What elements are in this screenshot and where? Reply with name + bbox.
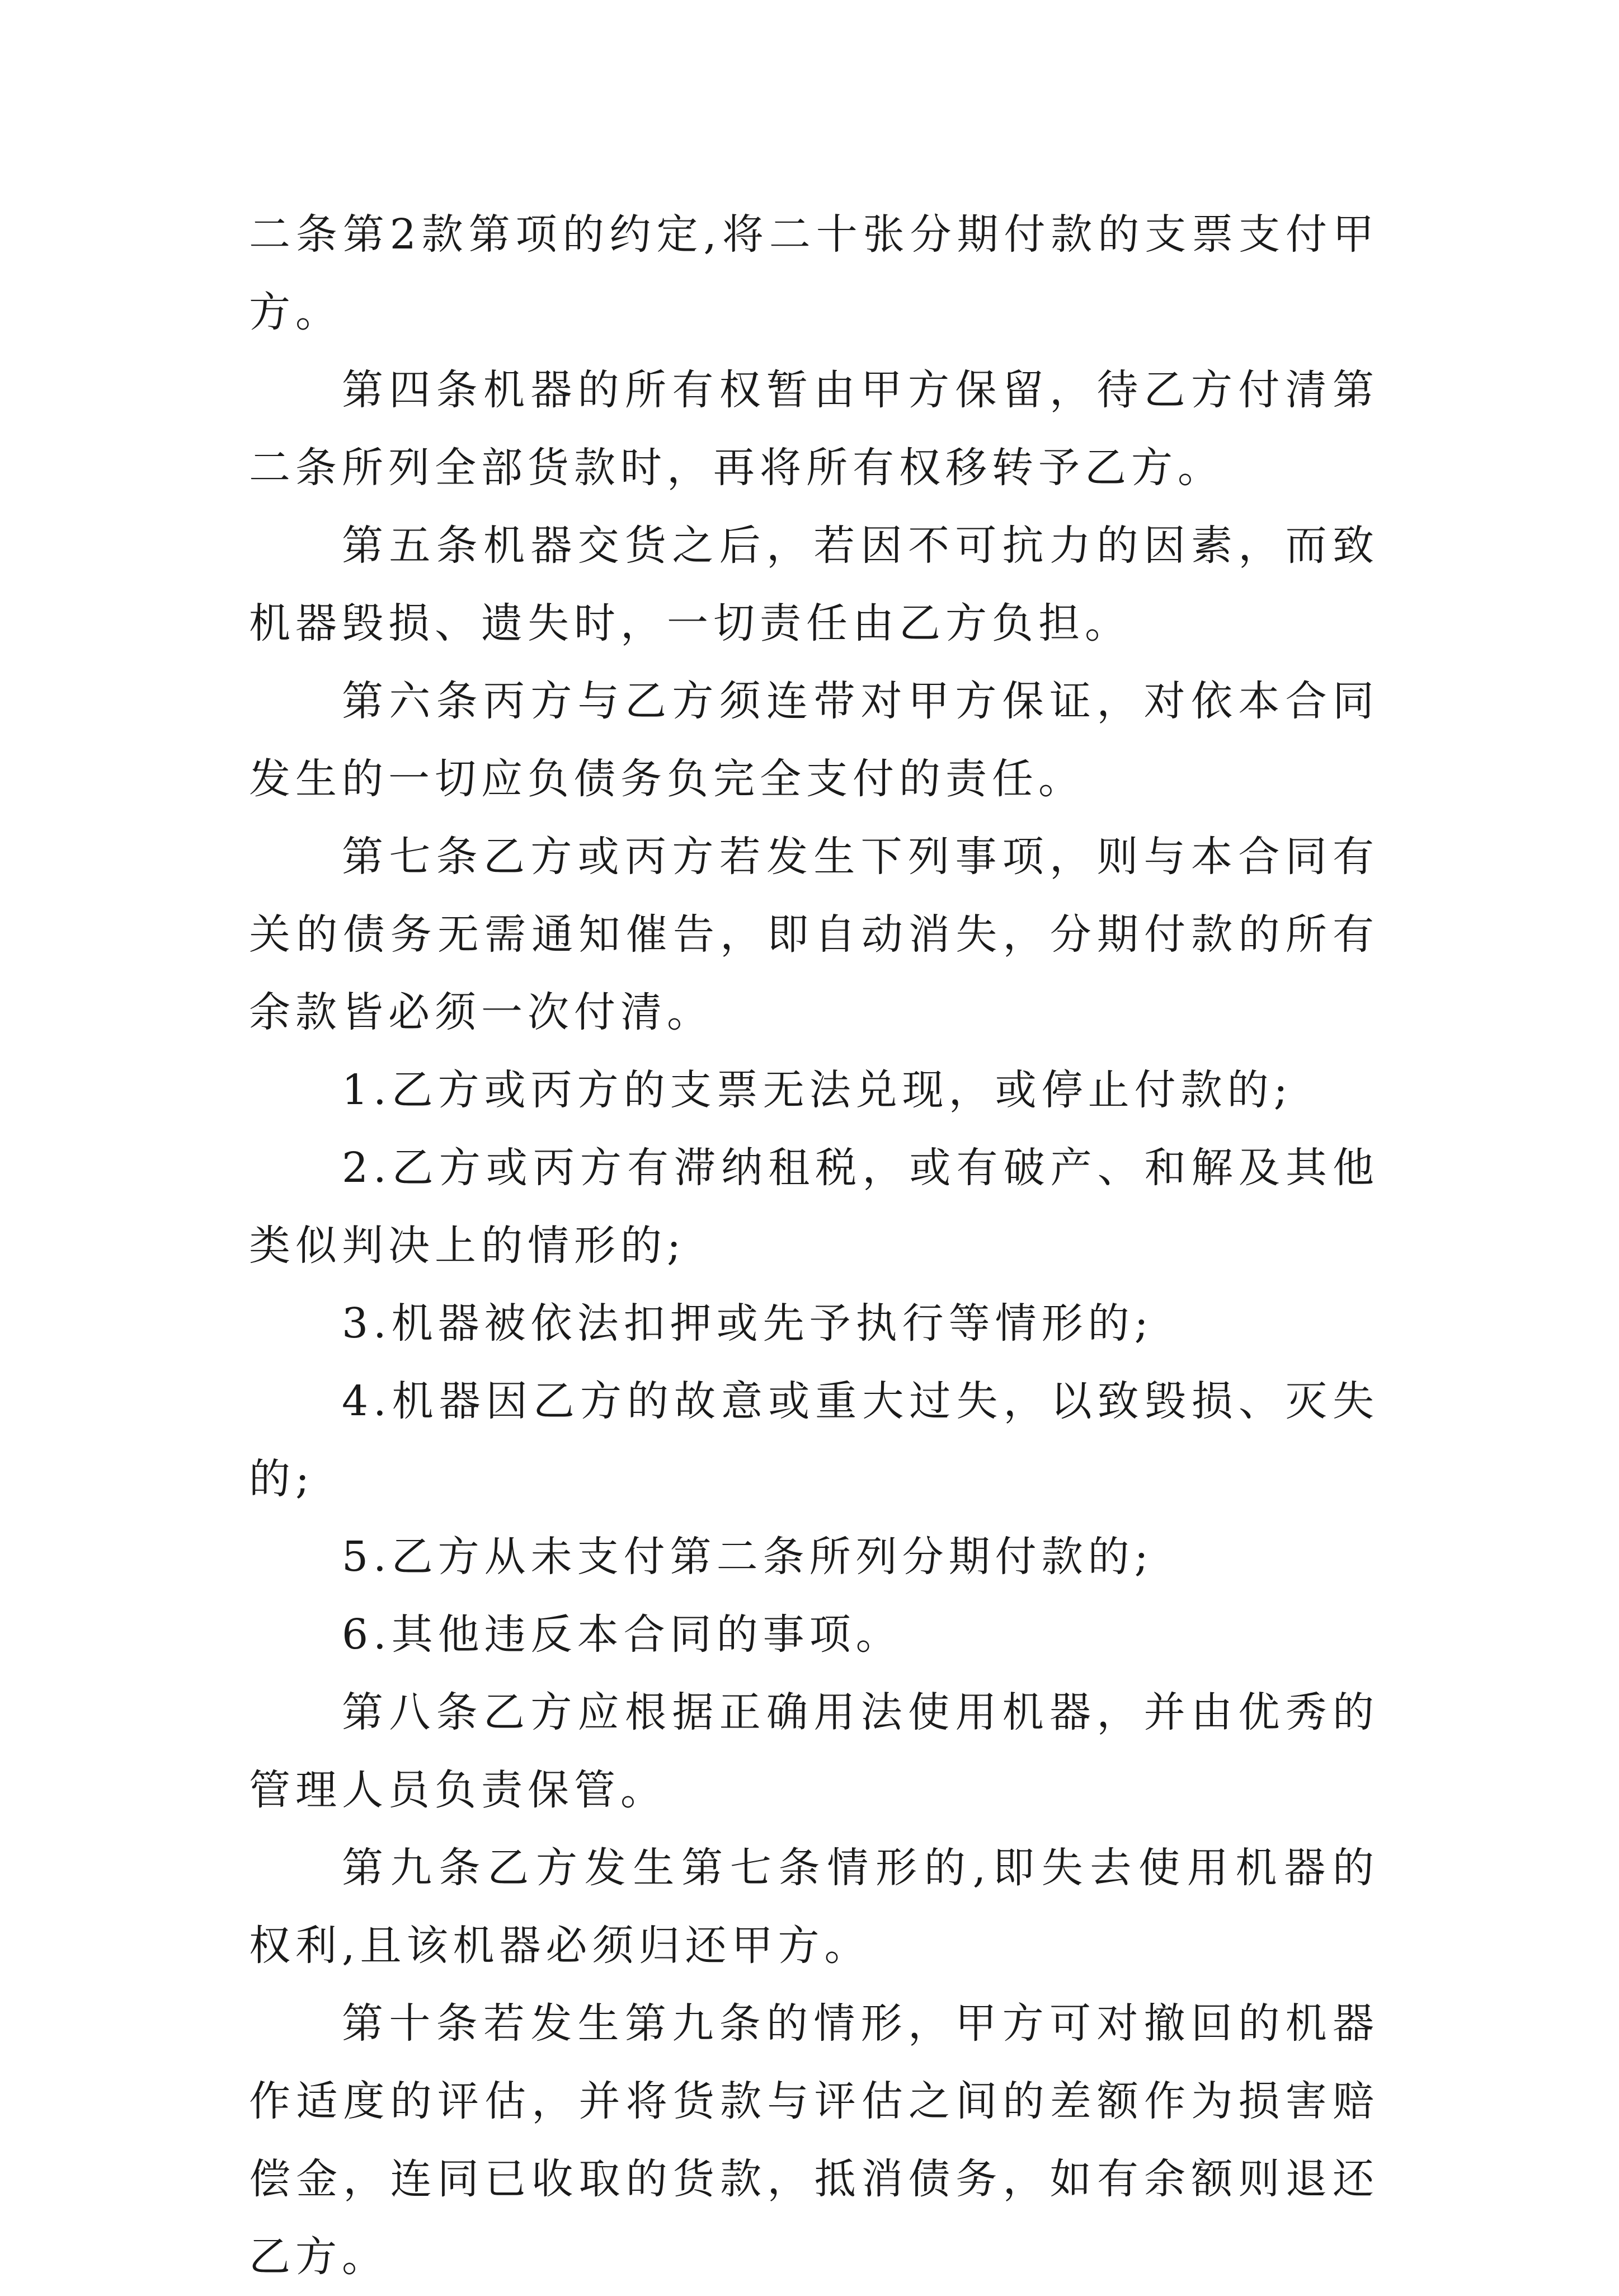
list-item-7-2: 2.乙方或丙方有滞纳租税，或有破产、和解及其他类似判决上的情形的;: [249, 1144, 1379, 1270]
paragraph-clause-2-continued: 二条第2款第项的约定,将二十张分期付款的支票支付甲方。: [249, 210, 1379, 336]
document-body: [249, 196, 1379, 2296]
paragraph-clause-7: 第七条乙方或丙方若发生下列事项，则与本合同有关的债务无需通知催告，即自动消失，分期付款的所有余款皆必须一次付清。: [249, 833, 1379, 1036]
list-item-7-4: 4.机器因乙方的故意或重大过失，以致毁损、灭失的;: [249, 1377, 1379, 1503]
list-item-7-6: 6.其他违反本合同的事项。: [342, 1611, 902, 1659]
paragraph-clause-8: 第八条乙方应根据正确用法使用机器，并由优秀的管理人员负责保管。: [249, 1688, 1379, 1814]
paragraph-clause-6: 第六条丙方与乙方须连带对甲方保证，对依本合同发生的一切应负债务负完全支付的责任。: [249, 677, 1379, 803]
paragraph-clause-5: 第五条机器交货之后，若因不可抗力的因素，而致机器毁损、遗失时，一切责任由乙方负担。: [249, 522, 1379, 647]
paragraph-clause-9: 第九条乙方发生第七条情形的,即失去使用机器的权利,且该机器必须归还甲方。: [249, 1844, 1379, 1970]
list-item-7-5: 5.乙方从未支付第二条所列分期付款的;: [342, 1533, 1154, 1581]
paragraph-clause-10: 第十条若发生第九条的情形，甲方可对撤回的机器作适度的评估，并将货款与评估之间的差额作为损害赔偿金，连同已收取的货款，抵消债务，如有余额则退还乙方。: [249, 1999, 1379, 2281]
list-item-7-1: 1.乙方或丙方的支票无法兑现，或停止付款的;: [342, 1066, 1293, 1114]
paragraph-clause-4: 第四条机器的所有权暂由甲方保留，待乙方付清第二条所列全部货款时，再将所有权移转予乙方。: [249, 366, 1379, 492]
list-item-7-3: 3.机器被依法扣押或先予执行等情形的;: [342, 1299, 1154, 1347]
